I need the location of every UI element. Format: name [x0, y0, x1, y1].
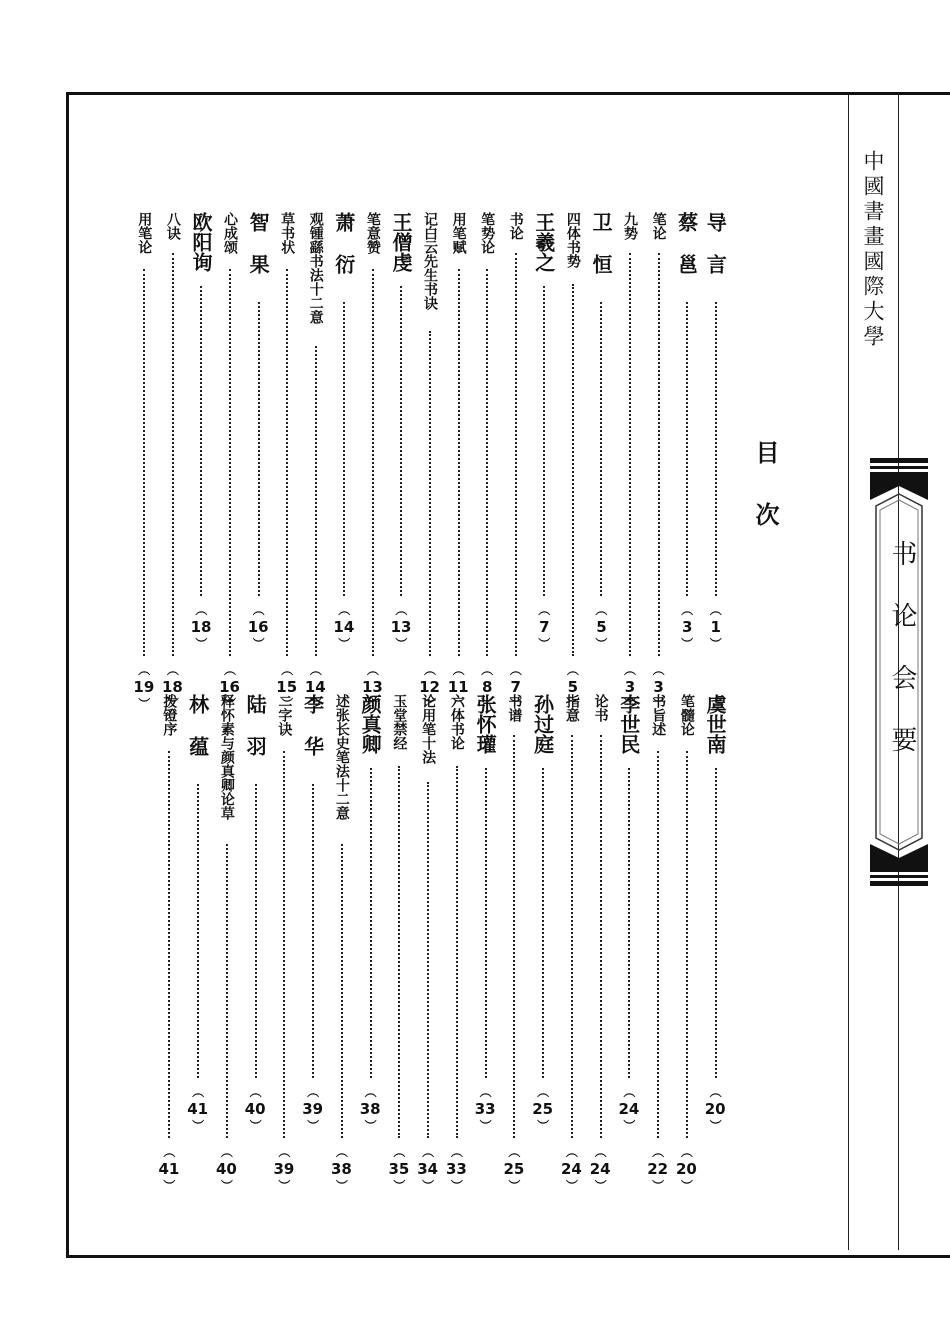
toc-entry[interactable] — [163, 212, 183, 714]
essay-title: 九势 — [622, 212, 638, 240]
toc-entry[interactable] — [674, 212, 699, 654]
toc-entry[interactable] — [703, 694, 728, 1136]
author-name: 萧衍 — [331, 212, 356, 296]
toc-entry[interactable] — [531, 212, 556, 654]
leader-dots — [172, 253, 174, 656]
page-number: ︵ 24 ︶ — [562, 1146, 582, 1196]
toc-entry[interactable] — [332, 694, 352, 1196]
essay-title: 指意 — [563, 694, 580, 722]
author-name: 王僧虔 — [388, 212, 413, 272]
page-number: ︵ 25 ︶ — [533, 1086, 553, 1136]
leader-dots — [226, 844, 228, 1139]
toc-entry[interactable] — [363, 212, 383, 714]
leader-dots — [197, 784, 199, 1078]
leader-dots — [486, 269, 488, 657]
toc-entry[interactable] — [588, 212, 613, 654]
essay-title: 二字诀 — [276, 694, 293, 736]
leader-dots — [629, 253, 631, 656]
leader-dots — [515, 253, 517, 656]
page-number: ︵ 7 ︶ — [534, 604, 554, 654]
page-number: ︵ 5 ︶ — [591, 604, 611, 654]
toc-entry[interactable] — [563, 212, 583, 714]
essay-title: 释怀素与颜真卿论草 — [218, 694, 235, 820]
toc-entry[interactable] — [246, 212, 271, 654]
author-name: 卫恒 — [588, 212, 613, 296]
leader-dots — [571, 735, 573, 1138]
page-number: ︵ 39 ︶ — [274, 1146, 294, 1196]
toc-column-top — [130, 212, 730, 696]
toc-entry[interactable] — [504, 694, 524, 1196]
page-number: ︵ 38 ︶ — [332, 1146, 352, 1196]
essay-title: 草书状 — [279, 212, 296, 254]
page-number: ︵ 3 ︶ — [677, 604, 697, 654]
author-name: 张怀瓘 — [473, 694, 498, 754]
essay-title: 拨镫序 — [161, 694, 178, 736]
page-number: ︵ 14 ︶ — [306, 664, 326, 714]
essay-title: 用笔论 — [136, 212, 153, 254]
essay-title: 用笔赋 — [450, 212, 467, 254]
author-name: 林蕴 — [185, 694, 210, 778]
essay-title: 记白云先生书诀 — [422, 212, 438, 310]
essay-title: 书旨述 — [650, 694, 667, 736]
toc-heading: 目次 — [751, 440, 780, 564]
leader-dots — [398, 766, 400, 1138]
leader-dots — [372, 269, 374, 657]
publisher-title: 中國書畫國際大學 — [861, 150, 885, 350]
toc-entry[interactable] — [134, 212, 154, 714]
author-name: 虞世南 — [703, 694, 728, 754]
page-number: ︵ 40 ︶ — [246, 1086, 266, 1136]
page-number: ︵ 24 ︶ — [591, 1146, 611, 1196]
toc-entry[interactable] — [616, 694, 641, 1136]
author-name: 李世民 — [616, 694, 641, 754]
toc-entry[interactable] — [649, 212, 669, 714]
essay-title: 书论 — [507, 212, 524, 240]
leader-dots — [341, 844, 343, 1139]
page-number: ︵ 40 ︶ — [217, 1146, 237, 1196]
essay-title: 述张长史笔法十二意 — [333, 694, 350, 820]
leader-dots — [543, 286, 545, 596]
leader-dots — [229, 269, 231, 657]
leader-dots — [600, 735, 602, 1138]
page-number: ︵ 18 ︶ — [163, 664, 183, 714]
toc-entry[interactable] — [300, 694, 325, 1136]
leader-dots — [600, 302, 602, 596]
toc-entry[interactable] — [648, 694, 668, 1196]
leader-dots — [143, 269, 145, 657]
essay-title: 论用笔十法 — [420, 694, 437, 764]
essay-title: 笔论 — [650, 212, 667, 240]
leader-dots — [312, 784, 314, 1078]
toc-entry[interactable] — [620, 212, 640, 714]
page-number: ︵ 15 ︶ — [277, 664, 297, 714]
leader-dots — [286, 269, 288, 657]
author-name: 李华 — [300, 694, 325, 778]
leader-dots — [283, 751, 285, 1139]
page-number: ︵ 41 ︶ — [159, 1146, 179, 1196]
author-name: 王羲之 — [531, 212, 556, 272]
page-number: ︵ 18 ︶ — [191, 604, 211, 654]
leader-dots — [343, 302, 345, 596]
toc-entry[interactable] — [562, 694, 582, 1196]
page-number: ︵ 24 ︶ — [619, 1086, 639, 1136]
page-number: ︵ 16 ︶ — [220, 664, 240, 714]
essay-title: 笔意赞 — [364, 212, 381, 254]
page-number: ︵ 7 ︶ — [506, 664, 526, 714]
toc-entry[interactable] — [477, 212, 497, 714]
page-number: ︵ 20 ︶ — [706, 1086, 726, 1136]
page-number: ︵ 12 ︶ — [420, 664, 440, 714]
page-number: ︵ 11 ︶ — [449, 664, 469, 714]
essay-title: 书谱 — [506, 694, 523, 722]
toc-entry[interactable] — [677, 694, 697, 1196]
page-number: ︵ 33 ︶ — [476, 1086, 496, 1136]
margin-rule — [848, 95, 849, 1250]
leader-dots — [427, 782, 429, 1139]
page-number: ︵ 41 ︶ — [188, 1086, 208, 1136]
page-number: ︵ 25 ︶ — [504, 1146, 524, 1196]
page-number: ︵ 13 ︶ — [363, 664, 383, 714]
toc-entry[interactable] — [217, 694, 237, 1196]
essay-title: 心成颂 — [222, 212, 238, 254]
author-name: 智果 — [246, 212, 271, 296]
toc-entry[interactable] — [274, 694, 294, 1196]
author-name: 颜真卿 — [358, 694, 383, 754]
leader-dots — [686, 302, 688, 596]
leader-dots — [370, 768, 372, 1078]
page-number: ︵ 38 ︶ — [361, 1086, 381, 1136]
page-number: ︵ 33 ︶ — [447, 1146, 467, 1196]
toc-entry[interactable] — [358, 694, 383, 1136]
page-number: ︵ 3 ︶ — [649, 664, 669, 714]
essay-title: 笔髓论 — [678, 694, 695, 736]
author-name: 蔡邕 — [674, 212, 699, 296]
leader-dots — [628, 768, 630, 1078]
leader-dots — [168, 751, 170, 1139]
page-number: ︵ 39 ︶ — [303, 1086, 323, 1136]
leader-dots — [258, 302, 260, 596]
author-name: 陆羽 — [243, 694, 268, 778]
toc-entry[interactable] — [506, 212, 526, 714]
leader-dots — [255, 784, 257, 1078]
leader-dots — [542, 768, 544, 1078]
leader-dots — [715, 302, 717, 596]
toc-column-bottom — [155, 694, 730, 1178]
toc-entry[interactable] — [418, 694, 438, 1196]
essay-title: 玉堂禁经 — [391, 694, 408, 750]
leader-dots — [715, 768, 717, 1078]
toc-entry[interactable] — [243, 694, 268, 1136]
leader-dots — [513, 735, 515, 1138]
leader-dots — [315, 346, 317, 656]
leader-dots — [400, 286, 402, 596]
page-number: ︵ 19 ︶ — [134, 664, 154, 714]
toc-entry[interactable] — [388, 212, 413, 654]
essay-title: 四体书势 — [564, 212, 581, 268]
leader-dots — [658, 253, 660, 656]
essay-title: 观锺繇书法十二意 — [307, 212, 324, 324]
page-number: ︵ 5 ︶ — [563, 664, 583, 714]
book-title: 书论会要 — [887, 540, 917, 788]
toc-entry[interactable] — [331, 212, 356, 654]
leader-dots — [686, 751, 688, 1139]
toc-entry[interactable] — [306, 212, 326, 714]
essay-title: 笔势论 — [479, 212, 496, 254]
toc-entry[interactable] — [530, 694, 555, 1136]
leader-dots — [572, 284, 574, 656]
page-number: ︵ 22 ︶ — [648, 1146, 668, 1196]
toc-entry[interactable] — [473, 694, 498, 1136]
page-number: ︵ 34 ︶ — [418, 1146, 438, 1196]
page-number: ︵ 1 ︶ — [706, 604, 726, 654]
essay-title: 八诀 — [164, 212, 181, 240]
leader-dots — [485, 768, 487, 1078]
page-number: ︵ 13 ︶ — [391, 604, 411, 654]
toc-entry[interactable] — [591, 694, 611, 1196]
toc-entry[interactable] — [447, 694, 467, 1196]
page-number: ︵ 16 ︶ — [249, 604, 269, 654]
toc-entry[interactable] — [185, 694, 210, 1136]
essay-title: 六体书论 — [448, 694, 465, 750]
toc-entry[interactable] — [159, 694, 179, 1196]
essay-title: 论书 — [592, 694, 609, 722]
toc-entry[interactable] — [188, 212, 213, 654]
page-number: ︵ 3 ︶ — [620, 664, 640, 714]
page-number: ︵ 8 ︶ — [477, 664, 497, 714]
toc-entry[interactable] — [389, 694, 409, 1196]
page-number: ︵ 20 ︶ — [677, 1146, 697, 1196]
page-number: ︵ 35 ︶ — [389, 1146, 409, 1196]
leader-dots — [200, 286, 202, 596]
toc-entry[interactable] — [449, 212, 469, 714]
author-name: 导言 — [703, 212, 728, 296]
toc-entry[interactable] — [277, 212, 297, 714]
page-number: ︵ 14 ︶ — [334, 604, 354, 654]
toc-entry[interactable] — [703, 212, 728, 654]
toc-entry[interactable] — [220, 212, 240, 714]
author-name: 孙过庭 — [530, 694, 555, 754]
toc-entry[interactable] — [420, 212, 440, 714]
author-name: 欧阳询 — [188, 212, 213, 272]
leader-dots — [458, 269, 460, 657]
leader-dots — [657, 751, 659, 1139]
leader-dots — [429, 331, 431, 657]
leader-dots — [456, 766, 458, 1138]
